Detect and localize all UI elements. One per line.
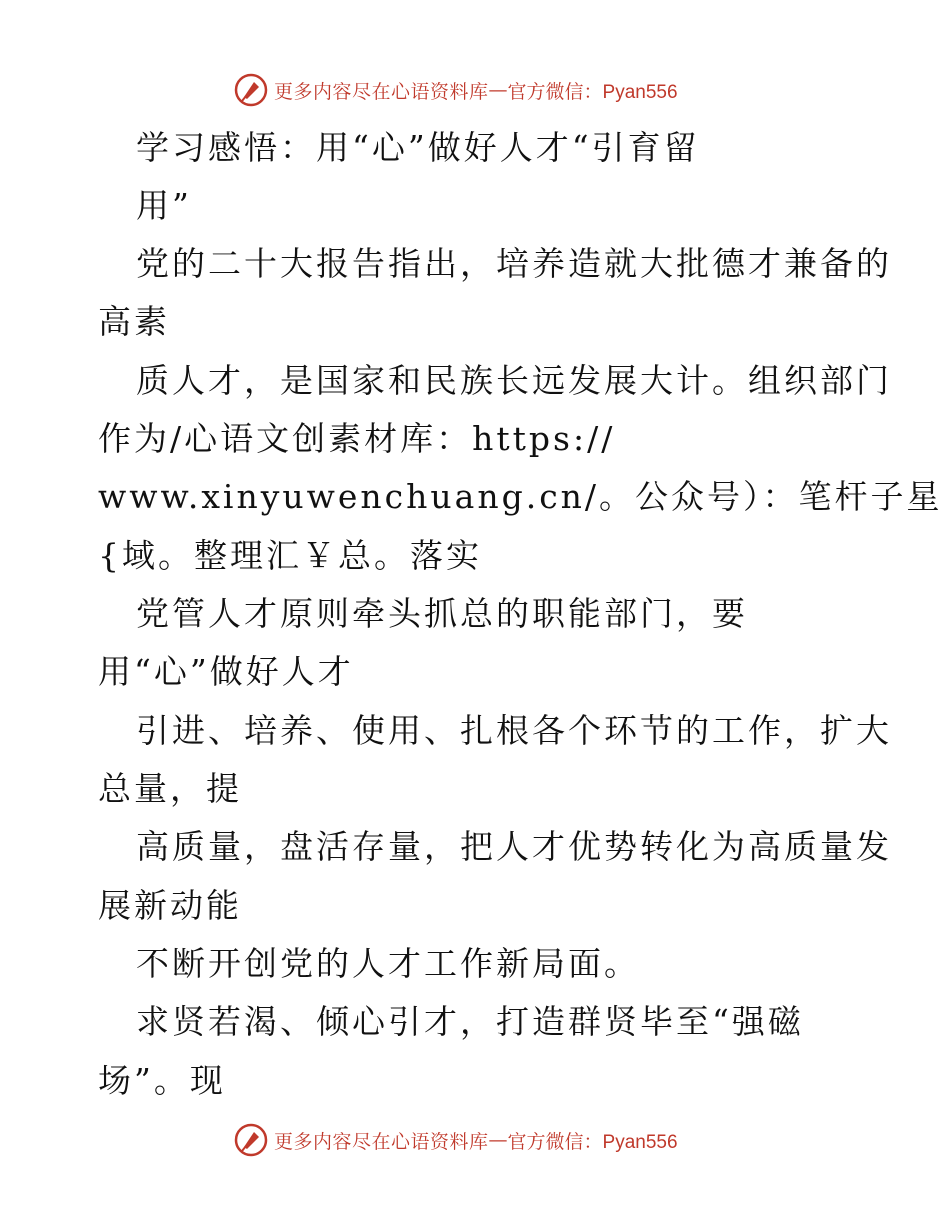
paragraph-line: 作为/心语文创素材库：https:// — [98, 419, 616, 458]
pen-nib-logo-icon — [234, 1123, 268, 1157]
paragraph-line: 求贤若渴、倾心引才，打造群贤毕至“强磁 — [136, 1002, 804, 1041]
paragraph-line: 引进、培养、使用、扎根各个环节的工作，扩大 — [136, 711, 892, 750]
paragraph-line: 高质量，盘活存量，把人才优势转化为高质量发 — [136, 827, 892, 866]
document-title-line-2: 用” — [136, 186, 192, 225]
paragraph-line: www.xinyuwenchuang.cn/。公众号）：笔杆子星 — [98, 477, 943, 516]
pen-nib-logo-icon — [234, 73, 268, 107]
paragraph-line: 质人才，是国家和民族长远发展大计。组织部门 — [136, 361, 892, 400]
document-title-line-1: 学习感悟：用“心”做好人才“引育留 — [136, 128, 700, 167]
watermark-site-text: 更多内容尽在心语资料库 — [274, 80, 489, 103]
paragraph-line: 党管人才原则牵头抓总的职能部门，要 — [136, 594, 748, 633]
watermark-banner-top — [234, 72, 678, 108]
watermark-wechat-text: 官方微信：Pyan556 — [507, 1131, 678, 1153]
paragraph-line: 用“心”做好人才 — [98, 652, 354, 691]
paragraph-line: 高素 — [98, 302, 170, 341]
paragraph-line: 展新动能 — [98, 886, 242, 925]
paragraph-line: 场”。现 — [98, 1061, 226, 1100]
watermark-banner-bottom — [234, 1122, 678, 1158]
watermark-separator: — — [488, 79, 508, 101]
paragraph-line: 不断开创党的人才工作新局面。 — [136, 944, 640, 983]
watermark-wechat-text: 官方微信：Pyan556 — [507, 81, 678, 103]
watermark-separator: — — [488, 1129, 508, 1151]
paragraph-line: 党的二十大报告指出，培养造就大批德才兼备的 — [136, 244, 892, 283]
paragraph-line: 总量，提 — [98, 769, 242, 808]
watermark-site-text: 更多内容尽在心语资料库 — [274, 1130, 489, 1153]
paragraph-line: {域。整理汇￥总。落实 — [98, 536, 482, 575]
